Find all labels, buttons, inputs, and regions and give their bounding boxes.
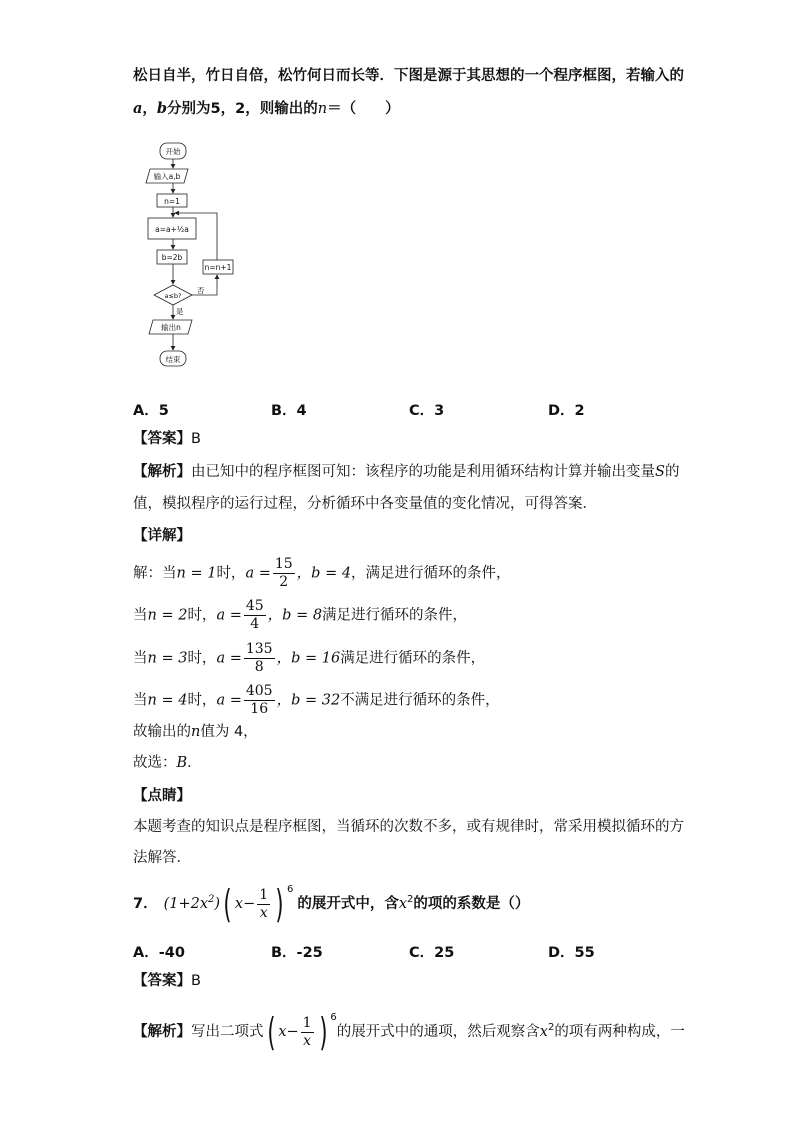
q6-choose: 故选：B． [133, 755, 202, 771]
flow-incr-text: n=n+1 [204, 263, 232, 272]
flow-input-text: 输入a,b [153, 172, 181, 181]
fraction: $\frac{405}{16}$ [245, 683, 273, 717]
q6-step-1: 解：当n = 1时，a = $\frac{15}{2}$ ，b = 4，满足进行循环的条件， [133, 556, 511, 590]
q6-step-3: 当n = 3时，a = $\frac{135}{8}$ ，b = 16满足进行循环的条件， [133, 641, 486, 675]
q6-comment-line1: 本题考查的知识点是程序框图，当循环的次数不多，或有规律时，常采用模拟循环的方 [133, 819, 684, 835]
q7-analysis-line1: 【解析】 写出二项式 ( x− $\frac{1}{x}$ ) 6 的展开式中的通项，然后观察含 x 2 的项有两种构成，一 [133, 1010, 685, 1054]
q6-analysis-line1: 【解析】由已知中的程序框图可知：该程序的功能是利用循环结构计算并输出变量S的 [133, 464, 680, 480]
flow-output-text: 输出n [161, 323, 181, 332]
q6-step-2: 当n = 2时，a = $\frac{45}{4}$ ，b = 8满足进行循环的条件， [133, 598, 468, 632]
q6-step-4: 当n = 4时，a = $\frac{405}{16}$ ，b = 32不满足进行循环的条件， [133, 683, 500, 717]
q6-answer: 【答案】B [133, 431, 201, 447]
q6-option-d[interactable]: D．2 [548, 403, 585, 419]
q6-option-a[interactable]: A．5 [133, 403, 169, 419]
q6-stem-line1: 松日自半，竹日自倍，松竹何日而长等．下图是源于其思想的一个程序框图，若输入的 [133, 68, 684, 84]
q6-option-c[interactable]: C．3 [409, 403, 445, 419]
flow-no-text: 否 [197, 286, 205, 295]
fraction: $\frac{135}{8}$ [245, 641, 273, 675]
q6-detail-heading: 【详解】 [133, 528, 191, 544]
q7-option-a[interactable]: A．-40 [133, 945, 185, 961]
flow-cond-text: a≤b? [164, 292, 182, 300]
fraction: $\frac{45}{4}$ [245, 598, 264, 632]
q6-option-b[interactable]: B．4 [271, 403, 307, 419]
flowchart [140, 138, 240, 370]
q6-stem-line2: a，b分别为5，2，则输出的n＝（ ） [133, 100, 400, 117]
q6-conclusion: 故输出的n值为 4， [133, 724, 258, 740]
q7-stem: 7． $(1+2x^2)$ ( x− $\frac{1}{x}$ ) 6 的展开式中，含 x 2 的项的系数是（） [133, 882, 530, 926]
flow-end-text: 结束 [165, 355, 181, 364]
q7-option-c[interactable]: C．25 [409, 945, 455, 961]
flow-init-text: n=1 [164, 197, 180, 206]
q6-analysis-line2: 值，模拟程序的运行过程，分析循环中各变量值的变化情况，可得答案． [133, 496, 597, 512]
q7-answer: 【答案】B [133, 973, 201, 989]
flow-step-b-text: b=2b [161, 253, 183, 262]
flow-start-text: 开始 [165, 147, 181, 156]
q6-comment-heading: 【点睛】 [133, 788, 191, 804]
flow-yes-text: 是 [176, 307, 184, 316]
q7-option-d[interactable]: D．55 [548, 945, 595, 961]
q6-comment-line2: 法解答． [133, 850, 191, 866]
q7-option-b[interactable]: B．-25 [271, 945, 323, 961]
fraction: $\frac{15}{2}$ [274, 556, 293, 590]
flow-step-a-text: a=a+½a [155, 225, 189, 234]
